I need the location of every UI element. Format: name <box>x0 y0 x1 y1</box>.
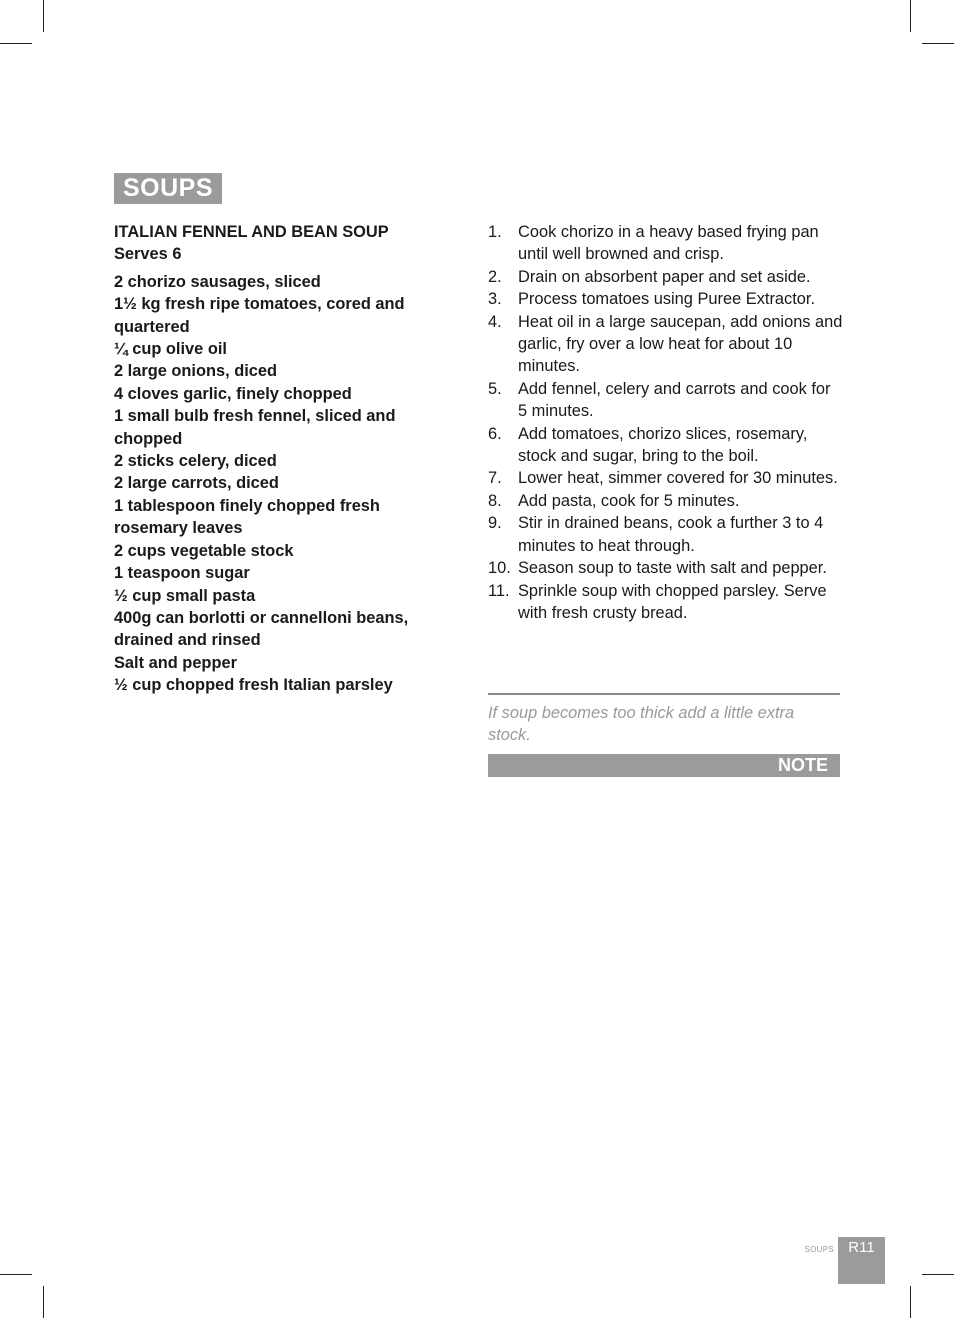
method-step <box>488 512 844 557</box>
step-text: Stir in drained beans, cook a further 3 to 4 minutes to heat through. <box>518 514 824 555</box>
ingredient-item: 4 cloves garlic, finely chopped <box>114 384 352 403</box>
step-text: Sprinkle soup with chopped parsley. Serve with fresh crusty bread. <box>518 581 827 622</box>
crop-mark <box>910 1286 911 1318</box>
method-step <box>488 288 844 310</box>
crop-mark <box>910 0 911 32</box>
method-step <box>488 266 844 288</box>
step-number: 4. <box>488 312 502 331</box>
note-divider <box>488 693 840 695</box>
crop-mark <box>0 43 32 44</box>
section-tag: SOUPS <box>114 173 222 204</box>
ingredient-item: ¼ cup olive oil <box>114 340 227 359</box>
ingredient-item: 2 cups vegetable stock <box>114 541 294 560</box>
ingredient-item: ½ cup small pasta <box>114 586 256 605</box>
step-text: Add pasta, cook for 5 minutes. <box>518 491 740 510</box>
ingredient-item: 2 large carrots, diced <box>114 474 279 493</box>
crop-mark <box>922 1274 954 1275</box>
note-bar <box>488 754 840 777</box>
method-step <box>488 580 844 625</box>
method-step <box>488 467 844 489</box>
method-step <box>488 423 844 468</box>
step-number: 9. <box>488 514 502 533</box>
step-text: Add fennel, celery and carrots and cook for 5 minutes. <box>518 379 831 421</box>
page-number: R11 <box>848 1239 875 1256</box>
ingredient-item: ½ cup chopped fresh Italian parsley <box>114 676 393 695</box>
ingredients-list <box>114 271 444 697</box>
recipe-title: ITALIAN FENNEL AND BEAN SOUP <box>114 223 389 241</box>
step-text: Process tomatoes using Puree Extractor. <box>518 290 815 309</box>
step-number: 11. <box>488 581 510 600</box>
step-number: 10. <box>488 559 511 578</box>
ingredient-item: 1 tablespoon finely chopped fresh rosemary leaves <box>114 496 380 538</box>
crop-mark <box>43 1286 44 1318</box>
ingredient-item: 1 small bulb fresh fennel, sliced and chopped <box>114 407 396 448</box>
ingredient-item: 1 teaspoon sugar <box>114 564 250 583</box>
step-text: Lower heat, simmer covered for 30 minutes. <box>518 469 838 488</box>
step-number: 2. <box>488 267 502 286</box>
step-number: 3. <box>488 290 502 309</box>
crop-mark <box>922 43 954 44</box>
ingredient-item: 2 large onions, diced <box>114 362 278 381</box>
step-number: 1. <box>488 223 502 241</box>
method-step <box>488 490 844 512</box>
step-number: 5. <box>488 379 502 398</box>
step-text: Drain on absorbent paper and set aside. <box>518 267 811 286</box>
page-number-tab <box>838 1237 885 1284</box>
ingredient-item: 2 sticks celery, diced <box>114 452 277 471</box>
method-column <box>488 221 844 624</box>
step-text: Season soup to taste with salt and pepper. <box>518 559 827 578</box>
method-step <box>488 557 844 579</box>
method-list <box>488 221 844 624</box>
step-number: 8. <box>488 491 502 510</box>
ingredient-item: 400g can borlotti or cannelloni beans, drained and rinsed <box>114 608 409 650</box>
method-step <box>488 378 844 423</box>
ingredients-column <box>114 221 444 697</box>
step-text: Cook chorizo in a heavy based frying pan until well browned and crisp. <box>518 223 819 264</box>
ingredient-item: Salt and pepper <box>114 653 237 672</box>
method-step <box>488 221 844 266</box>
ingredient-item: 1½ kg fresh ripe tomatoes, cored and quartered <box>114 295 405 336</box>
footer-section-label: SOUPS <box>804 1245 834 1254</box>
note-label: NOTE <box>777 755 828 775</box>
step-number: 7. <box>488 469 502 488</box>
step-text: Add tomatoes, chorizo slices, rosemary, stock and sugar, bring to the boil. <box>518 424 808 466</box>
method-step <box>488 311 844 378</box>
crop-mark <box>43 0 44 32</box>
step-text: Heat oil in a large saucepan, add onions and garlic, fry over a low heat for about 10 minutes. <box>518 312 843 376</box>
serves-count: Serves 6 <box>114 245 182 264</box>
crop-mark <box>0 1274 32 1275</box>
note-text: If soup becomes too thick add a little extra stock. <box>488 704 795 745</box>
ingredient-item: 2 chorizo sausages, sliced <box>114 272 321 291</box>
step-number: 6. <box>488 424 502 443</box>
